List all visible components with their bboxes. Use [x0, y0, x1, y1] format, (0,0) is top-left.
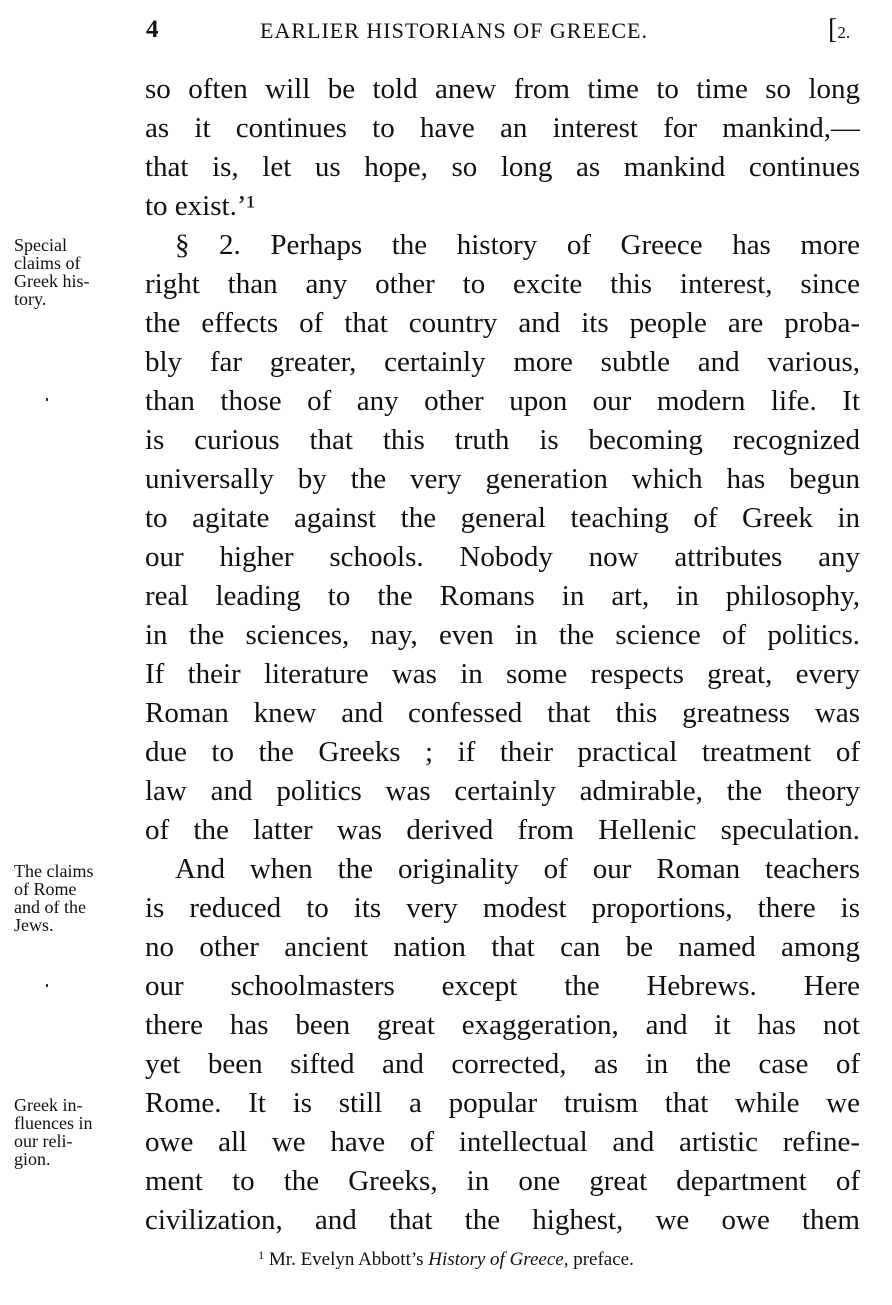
- body-line: there has been great exaggeration, and it has not: [145, 1009, 860, 1041]
- body-line: law and politics was certainly admirable, the theory: [145, 775, 860, 807]
- margin-note-line: our reli-: [14, 1131, 73, 1151]
- body-line: of the latter was derived from Hellenic speculation.: [145, 814, 860, 846]
- footnote-prefix: Mr. Evelyn Abbott’s: [268, 1249, 429, 1270]
- body-line: right than any other to excite this interest, since: [145, 268, 860, 300]
- body-line: ment to the Greeks, in one great department of: [145, 1165, 860, 1197]
- body-line: universally by the very generation which has begun: [145, 463, 860, 495]
- body-line: is reduced to its very modest proportions, there is: [145, 892, 860, 924]
- margin-note-line: and of the: [14, 897, 86, 917]
- margin-note-line: claims of: [14, 253, 81, 273]
- margin-note-line: The claims: [14, 861, 94, 881]
- margin-note-rome-jews: [14, 862, 126, 934]
- body-text: [145, 70, 860, 1240]
- footnote-suffix: preface.: [568, 1249, 634, 1270]
- body-line: owe all we have of intellectual and artistic refine-: [145, 1126, 860, 1158]
- margin-note-line: Jews.: [14, 915, 54, 935]
- body-line: bly far greater, certainly more subtle and various,: [145, 346, 860, 378]
- body-line: that is, let us hope, so long as mankind continues: [145, 151, 860, 183]
- print-speck: [46, 398, 48, 401]
- margin-note-line: gion.: [14, 1149, 51, 1169]
- section-marker: [828, 14, 850, 46]
- body-line: due to the Greeks ; if their practical treatment of: [145, 736, 860, 768]
- footnote-title: History of Greece,: [428, 1249, 569, 1270]
- body-line: the effects of that country and its people are proba-: [145, 307, 860, 339]
- body-line: If their literature was in some respects great, every: [145, 658, 860, 690]
- margin-note-line: Greek his-: [14, 271, 90, 291]
- print-speck: [46, 984, 48, 987]
- footnote: [0, 1248, 892, 1271]
- body-line: And when the originality of our Roman teachers: [175, 853, 860, 885]
- page-number: 4: [146, 16, 159, 43]
- margin-note-line: tory.: [14, 289, 47, 309]
- section-number: 2.: [837, 23, 851, 42]
- margin-note-special-claims: [14, 236, 126, 308]
- body-line: to exist.’¹: [145, 190, 256, 222]
- margin-note-line: of Rome: [14, 879, 77, 899]
- body-line: yet been sifted and corrected, as in the case of: [145, 1048, 860, 1080]
- body-line: Rome. It is still a popular truism that while we: [145, 1087, 860, 1119]
- body-line: as it continues to have an interest for mankind,—: [145, 112, 860, 144]
- margin-note-greek-influences: [14, 1096, 126, 1168]
- body-line: no other ancient nation that can be named among: [145, 931, 860, 963]
- body-line: so often will be told anew from time to time so long: [145, 73, 860, 105]
- margin-note-line: Special: [14, 235, 67, 255]
- body-line: Roman knew and confessed that this greatness was: [145, 697, 860, 729]
- body-line: to agitate against the general teaching of Greek in: [145, 502, 860, 534]
- body-line: real leading to the Romans in art, in philosophy,: [145, 580, 860, 612]
- page-header: [0, 14, 892, 48]
- margin-note-line: Greek in-: [14, 1095, 83, 1115]
- body-line: is curious that this truth is becoming recognized: [145, 424, 860, 456]
- margin-note-line: fluences in: [14, 1113, 93, 1133]
- section-bracket: [: [828, 14, 838, 45]
- body-line: our schoolmasters except the Hebrews. Here: [145, 970, 860, 1002]
- body-line: than those of any other upon our modern life. It: [145, 385, 860, 417]
- running-title: EARLIER HISTORIANS OF GREECE.: [260, 18, 648, 43]
- body-line: our higher schools. Nobody now attributes any: [145, 541, 860, 573]
- body-line: § 2. Perhaps the history of Greece has more: [175, 229, 860, 261]
- body-line: in the sciences, nay, even in the science of politics.: [145, 619, 860, 651]
- body-line: civilization, and that the highest, we owe them: [145, 1204, 860, 1236]
- footnote-marker: 1: [258, 1248, 265, 1262]
